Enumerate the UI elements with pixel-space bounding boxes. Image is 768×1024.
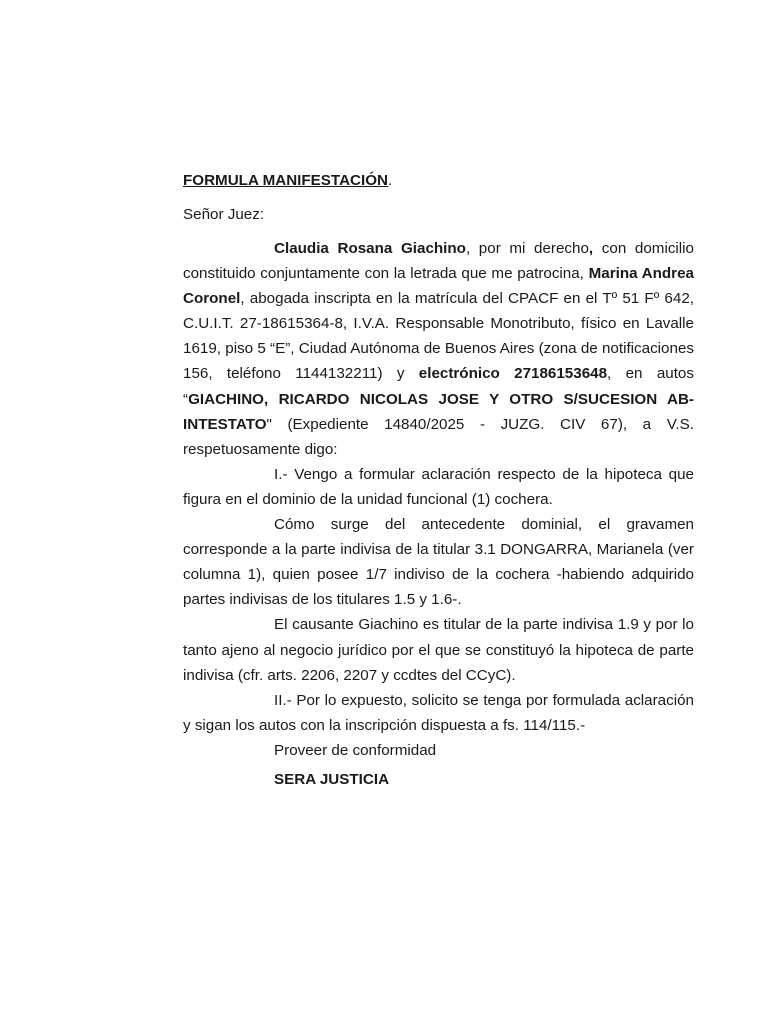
paragraph-2: Cómo surge del antecedente dominial, el gravamen corresponde a la parte indivisa de la titular 3.1 DONGARRA, Marianela (ver columna 1), quien posee 1/7 indiviso de la cochera -habiendo adquirido partes indivisas de los titulares 1.5 y 1.6-. bbox=[183, 516, 694, 609]
case-name: GIACHINO, RICARDO NICOLAS JOSE Y OTRO S/SUCESION AB-INTESTATO bbox=[183, 390, 694, 433]
salutation: Señor Juez: bbox=[183, 206, 265, 223]
intro-text-1: , por mi derecho bbox=[465, 240, 589, 257]
document-title-period: . bbox=[388, 172, 393, 189]
lawyer-name: Marina Andrea Coronel bbox=[183, 265, 694, 308]
paragraph-3: El causante Giachino es titular de la parte indivisa 1.9 y por lo tanto ajeno al negocio jurídico por el que se constituyó la hipoteca de parte indivisa (cfr. arts. 2206, 2207 y ccdtes del CCyC). bbox=[183, 616, 694, 684]
intro-text-5: " (Expediente 14840/2025 - JUZG. CIV 67), a V.S. respetuosamente digo: bbox=[183, 415, 694, 458]
intro-paragraph bbox=[183, 236, 694, 462]
petitioner-name: Claudia Rosana Giachino bbox=[274, 240, 466, 257]
document-title-text: FORMULA MANIFESTACIÓN bbox=[183, 172, 389, 189]
intro-text-2: con domicilio constituido conjuntamente con la letrada que me patrocina, bbox=[183, 240, 694, 283]
intro-comma: , bbox=[588, 240, 594, 257]
paragraph-1: I.- Vengo a formular aclaración respecto de la hipoteca que figura en el dominio de la unidad funcional (1) cochera. bbox=[183, 465, 694, 508]
document-body bbox=[183, 170, 694, 791]
intro-text-4: , en autos “ bbox=[183, 365, 694, 408]
paragraph-4: II.- Por lo expuesto, solicito se tenga por formulada aclaración y sigan los autos con la inscripción dispuesta a fs. 114/115.- bbox=[183, 691, 694, 734]
intro-text-3: , abogada inscripta en la matrícula del CPACF en el Tº 51 Fº 642, C.U.I.T. 27-18615364-8, I.V.A. Responsable Monotributo, físico en Lavalle 1619, piso 5 “E”, Ciudad Autónoma de Buenos Aires (zona de notificaciones 156, teléfono 1144132211) y bbox=[183, 290, 694, 383]
closing-statement: SERA JUSTICIA bbox=[274, 770, 390, 788]
electronic-address: electrónico 27186153648 bbox=[418, 365, 608, 383]
document-title bbox=[183, 170, 694, 192]
paragraph-5: Proveer de conformidad bbox=[274, 741, 437, 759]
